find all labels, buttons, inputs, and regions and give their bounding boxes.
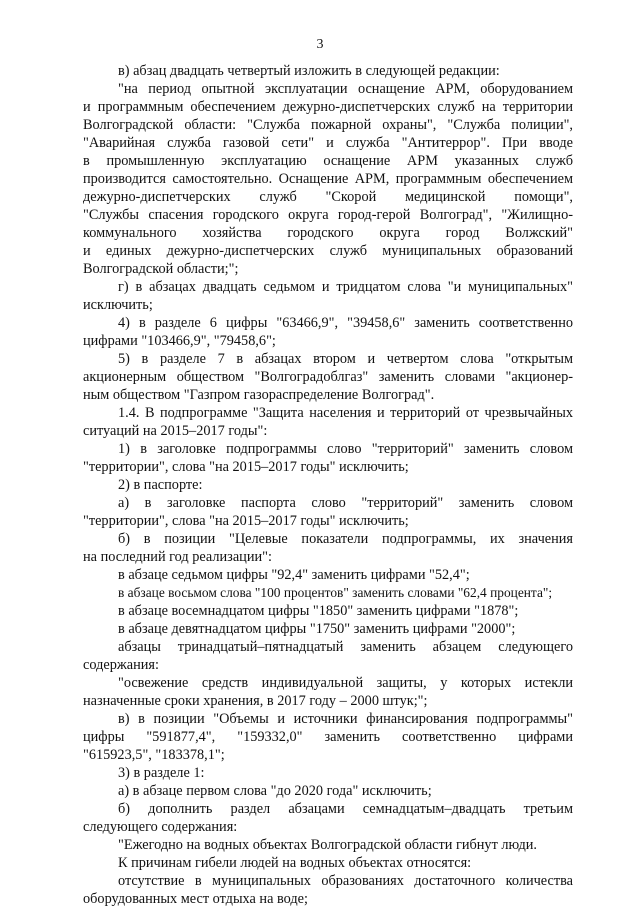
text-line: 2) в паспорте: xyxy=(118,477,203,493)
text-line: "на период опытной эксплуатации оснащение АРМ, оборудованием xyxy=(118,81,573,97)
text-line: содержания: xyxy=(83,657,159,673)
text-line: ным обществом "Газпром газораспределение Волгоград". xyxy=(83,387,435,403)
text-line: ситуаций на 2015–2017 годы": xyxy=(83,423,268,439)
text-line: "Ежегодно на водных объектах Волгоградской области гибнут люди. xyxy=(118,837,537,853)
text-line: 1) в заголовке подпрограммы слово "территорий" заменить словом xyxy=(118,441,573,457)
page-number: 3 xyxy=(316,37,324,52)
text-line: "территории", слова "на 2015–2017 годы" исключить; xyxy=(83,513,409,529)
text-line: 4) в разделе 6 цифры "63466,9", "39458,6" заменить соответственно xyxy=(118,315,573,331)
text-line: К причинам гибели людей на водных объектах относятся: xyxy=(118,855,472,871)
text-line: в абзаце восемнадцатом цифры "1850" заменить цифрами "1878"; xyxy=(118,603,519,619)
text-line: абзацы тринадцатый–пятнадцатый заменить абзацем следующего xyxy=(118,639,573,655)
text-line: "территории", слова "на 2015–2017 годы" исключить; xyxy=(83,459,409,475)
text-line: назначенные сроки хранения, в 2017 году – 2000 штук;"; xyxy=(83,693,428,709)
text-line: 5) в разделе 7 в абзацах втором и четвертом слова "открытым xyxy=(118,351,573,367)
text-line: б) дополнить раздел абзацами семнадцатым–двадцать третьим xyxy=(118,801,573,817)
text-line: следующего содержания: xyxy=(83,819,238,835)
text-line: коммунального хозяйства городского округа город Волжский" xyxy=(83,225,573,241)
text-line: в промышленную эксплуатацию оснащение АРМ указанных служб xyxy=(83,153,573,169)
text-line: "615923,5", "183378,1"; xyxy=(83,747,225,763)
text-line: 1.4. В подпрограмме "Защита населения и территорий от чрезвычайных xyxy=(118,405,573,421)
text-line: в) абзац двадцать четвертый изложить в следующей редакции: xyxy=(118,63,500,79)
text-line: а) в заголовке паспорта слово "территорий" заменить словом xyxy=(118,495,573,511)
text-line: цифрами "103466,9", "79458,6"; xyxy=(83,333,276,349)
text-line: "освежение средств индивидуальной защиты, у которых истекли xyxy=(118,675,573,691)
text-line: акционерным обществом "Волгоградоблгаз" заменить словами "акционер- xyxy=(83,369,573,385)
text-line: "Службы спасения городского округа город-герой Волгоград", "Жилищно- xyxy=(83,207,573,223)
text-line: в абзаце восьмом слова "100 процентов" заменить словами "62,4 процента"; xyxy=(118,585,553,600)
text-line: отсутствие в муниципальных образованиях достаточного количества xyxy=(118,873,573,889)
text-line: Волгоградской области: "Служба пожарной охраны", "Служба полиции", xyxy=(83,117,573,133)
text-line: оборудованных мест отдыха на воде; xyxy=(83,891,308,907)
text-line: "Аварийная служба газовой сети" и служба "Антитеррор". При вводе xyxy=(83,135,573,151)
text-line: дежурно-диспетчерских служб "Скорой медицинской помощи", xyxy=(83,189,573,205)
text-line: а) в абзаце первом слова "до 2020 года" исключить; xyxy=(118,783,432,799)
text-line: г) в абзацах двадцать седьмом и тридцатом слова "и муниципальных" xyxy=(118,279,573,295)
text-line: и программным обеспечением дежурно-диспетчерских служб на территории xyxy=(83,99,573,115)
text-line: в) в позиции "Объемы и источники финансирования подпрограммы" xyxy=(118,711,573,727)
text-line: в абзаце седьмом цифры "92,4" заменить цифрами "52,4"; xyxy=(118,567,470,583)
text-line: цифры "591877,4", "159332,0" заменить соответственно цифрами xyxy=(83,729,573,745)
text-line: и единых дежурно-диспетчерских служб муниципальных образований xyxy=(83,243,573,259)
text-line: б) в позиции "Целевые показатели подпрограммы, их значения xyxy=(118,531,573,547)
text-line: в абзаце девятнадцатом цифры "1750" заменить цифрами "2000"; xyxy=(118,621,516,637)
text-line: 3) в разделе 1: xyxy=(118,765,205,781)
text-line: на последний год реализации": xyxy=(83,549,272,565)
text-line: Волгоградской области;"; xyxy=(83,261,239,277)
text-line: производится самостоятельно. Оснащение АРМ, программным обеспечением xyxy=(83,171,573,187)
text-line: исключить; xyxy=(83,297,153,313)
